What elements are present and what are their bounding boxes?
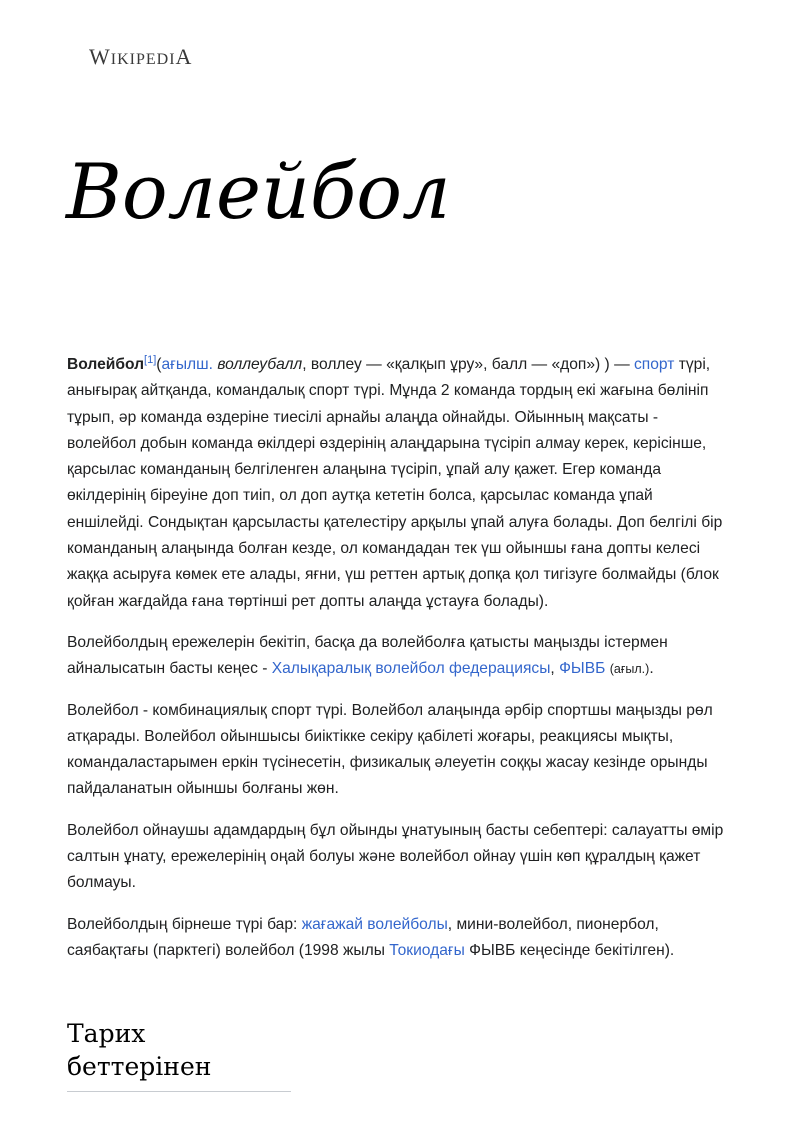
tokyo-link[interactable]: Токиодағы xyxy=(389,941,465,959)
etymology-text: , воллеу — «қалқып ұру», балл — «доп») ) — xyxy=(302,356,634,373)
lang-note: (ағыл.) xyxy=(609,662,650,677)
intro-text: түрі, анығырақ айтқанда, командалық спорт түрі. Мұнда 2 команда тордың екі жағына бөлініп тұрып, әр команда өздеріне тиесілі арнайы алаңда ойнайды. Ойынның мақсаты - волейбол добын команда өкілдері өздерінің алаңдарына түсіріп алмау керек, керісінше, қарсылас команданың белгіленген алаңына түсіріп, ұпай алу қажет. Егер команда өкілдерінің біреуіне доп тиіп, ол доп аутқа кететін болса, қарсылас команда ұпай еншілейді. Сондықтан қарсыласты қателестіру арқылы ұпай алуға болады. Доп белгілі бір команданың алаңында болған кезде, ол командадан тек үш ойыншы ғана допты келесі жаққа асыруға көмек ете алады, яғни, үш реттен артық допқа қол тигізуге болмайды (блок қойған жағдайда ғана төртінші рет допты алаңда ұстауға болады). xyxy=(67,356,723,610)
paragraph-federation xyxy=(67,630,731,683)
wordmark-first-letter: W xyxy=(89,44,111,69)
lang-link[interactable]: ағылш. xyxy=(161,356,213,373)
paragraph-reasons: Волейбол ойнаушы адамдардың бұл ойынды ұнатуының басты себептері: салауатты өмір салтын ұнату, ережелерінің оңай болуы және волейбол ойнау үшін көп құралдың қажет болмауы. xyxy=(67,821,724,892)
paragraph-combination: Волейбол - комбинациялық спорт түрі. Волейбол алаңында әрбір спортшы маңызды рөл атқарады. Волейбол ойыншысы биіктікке секіру қабілеті жоғары, реакциясы мықты, командаластарымен еркін түсінесетін, физикалық әлеуетін соққы жасау кезінде орынды пайдаланатын ойыншы болғаны жөн. xyxy=(67,701,713,798)
wikipedia-wordmark[interactable] xyxy=(89,44,192,70)
federation-link[interactable]: Халықаралық волейбол федерациясы xyxy=(271,660,551,678)
article-body xyxy=(67,352,731,979)
sport-link[interactable]: спорт xyxy=(634,356,675,373)
comma: , xyxy=(550,660,560,678)
types-middle: , мини-волейбол, пионербол, саябақтағы (парктегі) волейбол (1998 жылы xyxy=(67,915,659,959)
wordmark-last-letter: A xyxy=(175,44,193,69)
paragraph-intro xyxy=(67,352,731,615)
page-title: Волейбол xyxy=(66,147,451,236)
open-paren: ( xyxy=(156,356,162,373)
bold-term: Волейбол xyxy=(67,356,145,373)
section-heading-history: Тарих беттерінен xyxy=(67,1018,291,1092)
beach-volleyball-redlink[interactable]: жағажай волейболы xyxy=(301,915,448,933)
reference-link[interactable]: [1] xyxy=(144,353,157,366)
italic-word: воллеубалл xyxy=(217,356,303,373)
period: . xyxy=(649,660,654,678)
federation-text: Волейболдың ережелерін бекітіп, басқа да волейболға қатысты маңызды істермен айналысатын басты кеңес - xyxy=(67,633,668,678)
fivb-redlink[interactable]: ФЫВБ xyxy=(559,660,606,678)
types-text: Волейболдың бірнеше түрі бар: xyxy=(67,915,302,933)
types-end: ФЫВБ кеңесінде бекітілген). xyxy=(464,941,675,959)
wordmark-middle: IKIPEDI xyxy=(110,51,176,68)
paragraph-types xyxy=(67,912,731,965)
